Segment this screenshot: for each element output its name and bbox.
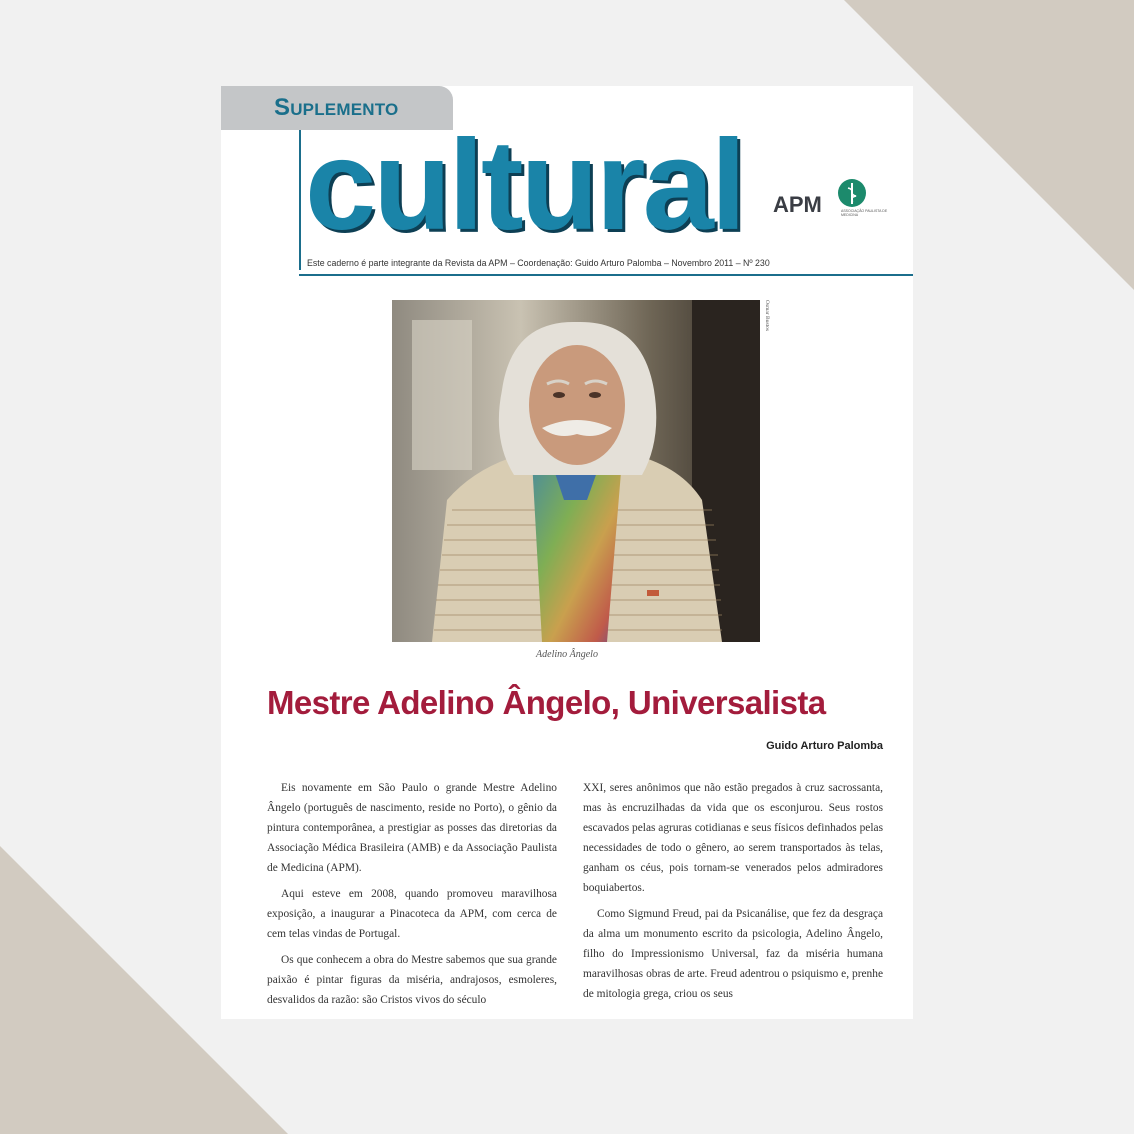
apm-logo-text: APM: [773, 192, 822, 217]
paragraph: XXI, seres anônimos que não estão pregados à cruz sacrossanta, mas às encruzilhadas da vida que os esconjurou. Seus rostos escavados pelas agruras cotidianas e seus físicos definhados pelas necessidades de todo o gênero, ao serem transportados às telas, ganham os céus, pois tornam-se venerados pelos admiradores boquiabertos.: [583, 782, 883, 894]
paragraph: Como Sigmund Freud, pai da Psicanálise, que fez da desgraça da alma um monumento escrito da psicologia, Adelino Ângelo, filho do Impressionismo Universal, faz da miséria humana maravilhosas obras de arte. Freud adentrou o psiquismo e, prenhe de mitologia grega, criou os seus: [583, 908, 883, 1000]
paragraph: Eis novamente em São Paulo o grande Mestre Adelino Ângelo (português de nascimento, reside no Porto), o gênio da pintura contemporânea, a prestigiar as posses das diretorias da Associação Médica Brasileira (AMB) e da Associação Paulista de Medicina (APM).: [267, 782, 557, 874]
magazine-page: [221, 86, 913, 1019]
header-rule-horizontal: [299, 274, 913, 276]
caduceus-icon: [837, 178, 867, 208]
photo-caption: Adelino Ângelo: [536, 649, 598, 660]
paragraph: Os que conhecem a obra do Mestre sabemos que sua grande paixão é pintar figuras da miséria, andrajosos, esmoleres, desvalidos da razão: são Cristos vivos do século: [267, 954, 557, 1006]
article-title: Mestre Adelino Ângelo, Universalista: [267, 684, 826, 721]
photo-credit: Osmar Bustos: [764, 300, 770, 332]
masthead-title: cultural: [305, 114, 744, 257]
article-column-2: [583, 778, 883, 1010]
paragraph: Aqui esteve em 2008, quando promoveu maravilhosa exposição, a inaugurar a Pinacoteca da APM, com cerca de cem telas vindas de Portugal.: [267, 888, 557, 940]
issue-info-line: Este caderno é parte integrante da Revista da APM – Coordenação: Guido Arturo Palomba – Novembro 2011 – Nº 230: [307, 258, 770, 268]
article-column-1: [267, 778, 557, 1016]
header-rule-vertical: [299, 130, 301, 270]
supplement-label: Suplemento: [274, 94, 399, 121]
portrait-photo: [392, 300, 760, 642]
article-author: Guido Arturo Palomba: [766, 740, 883, 752]
apm-logo-subtext: ASSOCIAÇÃO PAULISTA DE MEDICINA: [841, 209, 888, 217]
